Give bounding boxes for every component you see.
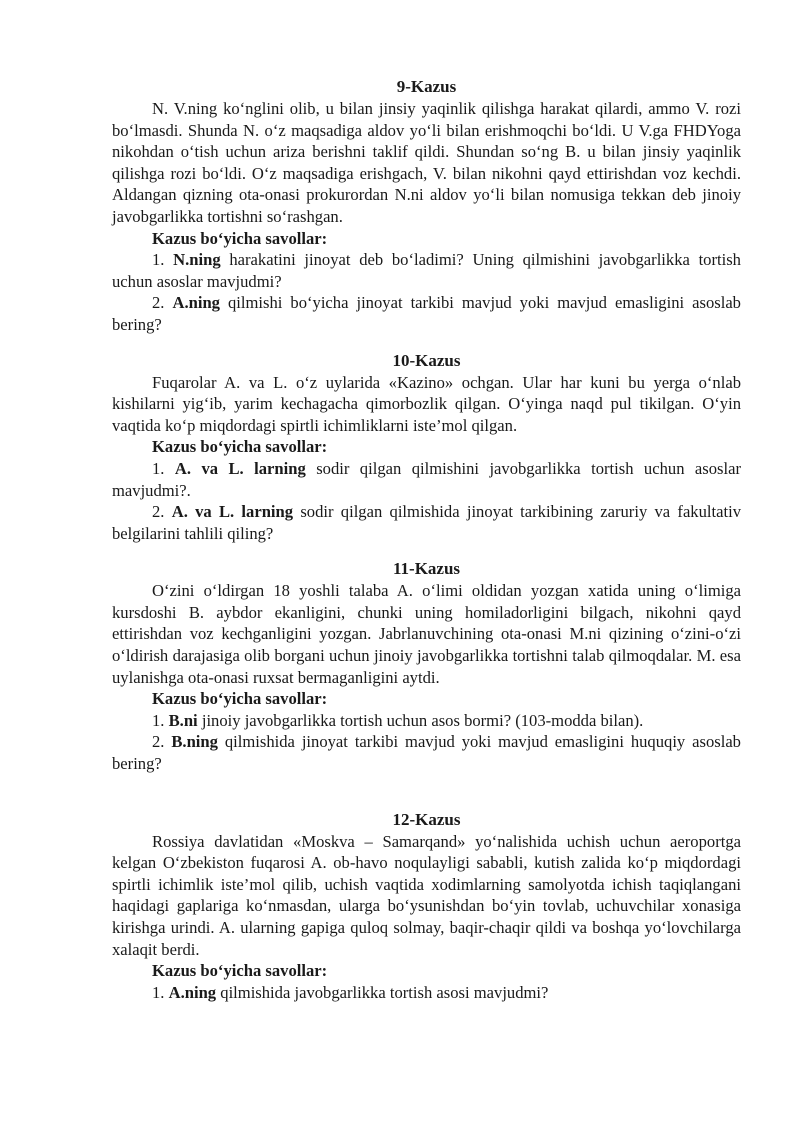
question-item [112, 249, 741, 292]
spacer [112, 336, 741, 350]
spacer [112, 544, 741, 558]
questions-heading: Kazus bo‘yicha savollar: [152, 228, 328, 248]
case-10 [112, 350, 741, 545]
question-text: qilmishida jinoyat tarkibi mavjud yoki mavjud emasligini huquqiy asoslab bering? [112, 732, 741, 774]
case-title: 9-Kazus [396, 77, 457, 96]
question-text: harakatini jinoyat deb bo‘ladimi? Uning qilmishini javobgarlikka tortish uchun asoslar mavjudmi? [112, 250, 741, 291]
question-text: sodir qilgan qilmishida jinoyat tarkibining zaruriy va fakultativ belgilarini tahlili qiling? [112, 502, 742, 543]
question-number: 2. [152, 502, 165, 522]
question-text: qilmishi bo‘yicha jinoyat tarkibi mavjud yoki mavjud emasligini asoslab bering? [112, 293, 741, 334]
question-number: 1. [152, 982, 165, 1002]
case-title: 12-Kazus [392, 809, 461, 829]
case-text: N. V.ning ko‘nglini olib, u bilan jinsiy yaqinlik qilishga harakat qilardi, ammo V. rozi bo‘lmasdi. Shunda N. o‘z maqsadiga aldov yo‘li bilan erishmoqchi bo‘ldi. U V.ga FHDYoga nikohdan o‘tish uchun ariza berishni taklif qildi. Shundan so‘ng B. u bilan jinsiy yaqinlik qilishga rozi bo‘ldi. O‘z maqsadiga erishgach, V. bilan nikohni qayd ettirishdan voz kechdi. Aldangan qizning ota-onasi prokurordan N.ni aldov yo‘li bilan nomusiga tekkan deb jinoiy javobgarlikka tortishni so‘rashgan. [112, 99, 741, 226]
question-item [112, 710, 741, 732]
case-text: Fuqarolar A. va L. o‘z uylarida «Kazino» ochgan. Ular har kuni bu yerga o‘nlab kishilarni yig‘ib, yarim kechagacha qimorbozlik qilgan. O‘yinga naqd pul tikilgan. O‘yin vaqtida ko‘p miqdordagi spirtli ichimliklarni iste’mol qilgan. [112, 372, 741, 435]
questions-heading: Kazus bo‘yicha savollar: [152, 689, 328, 709]
document-page [112, 76, 741, 1003]
case-text: O‘zini o‘ldirgan 18 yoshli talaba A. o‘limi oldidan yozgan xatida uning o‘limiga kursdoshi B. aybdor ekanligini, chunki uning homiladorligini bilgach, nikohni qayd ettirishdan voz kechganligini yozgan. Jabrlanuvchining ota-onasi M.ni qizining o‘zini-o‘zi o‘ldirish darajasiga olib borgani uchun jinoiy javobgarlikka tortishni talab qilmoqdalar. M. esa uylanishga ota-onasi ruxsat bermaganligini aytdi. [112, 581, 741, 687]
case-9 [112, 76, 741, 336]
question-subject: A. va L. larning [171, 502, 294, 522]
case-text: Rossiya davlatidan «Moskva – Samarqand» yo‘nalishida uchish uchun aeroportga kelgan O‘zbekiston fuqarosi A. ob-havo noqulayligi sababli, kutish zalida ko‘p miqdordagi spirtli ichimlik iste’mol qilib, uchish vaqtida xodimlarning samolyotda ichish taqiqlangani haqidagi gaplariga ko‘nmasdan, ularga bo‘ysunishdan bo‘yin tovlab, uchuvchilar xonasiga kirishga urindi. A. ularning gapiga quloq solmay, baqir-chaqir qildi va boshqa yo‘lovchilarga xalaqit berdi. [112, 831, 741, 959]
question-text: qilmishida javobgarlikka tortish asosi mavjudmi? [220, 982, 549, 1002]
question-item [112, 458, 741, 501]
question-number: 2. [152, 732, 165, 752]
question-item [112, 982, 741, 1004]
question-subject: B.ning [171, 732, 218, 752]
question-item [112, 731, 741, 774]
question-text: sodir qilgan qilmishini javobgarlikka tortish uchun asoslar mavjudmi?. [112, 458, 741, 500]
question-subject: A.ning [172, 293, 220, 313]
questions-heading: Kazus bo‘yicha savollar: [152, 437, 328, 457]
question-subject: A. va L. larning [174, 458, 306, 478]
question-item [112, 292, 741, 335]
question-text: jinoiy javobgarlikka tortish uchun asos bormi? (103-modda bilan). [201, 710, 644, 730]
case-title: 10-Kazus [392, 350, 461, 370]
case-11 [112, 558, 741, 774]
case-12 [112, 809, 741, 1004]
question-number: 1. [152, 458, 165, 478]
question-subject: N.ning [173, 250, 221, 270]
question-subject: B.ni [168, 710, 198, 730]
question-number: 2. [152, 293, 165, 313]
case-title: 11-Kazus [392, 559, 461, 579]
questions-heading: Kazus bo‘yicha savollar: [152, 961, 328, 981]
question-number: 1. [152, 250, 165, 270]
question-number: 1. [152, 710, 165, 730]
spacer [112, 775, 741, 809]
question-item [112, 501, 741, 544]
question-subject: A.ning [168, 982, 217, 1002]
